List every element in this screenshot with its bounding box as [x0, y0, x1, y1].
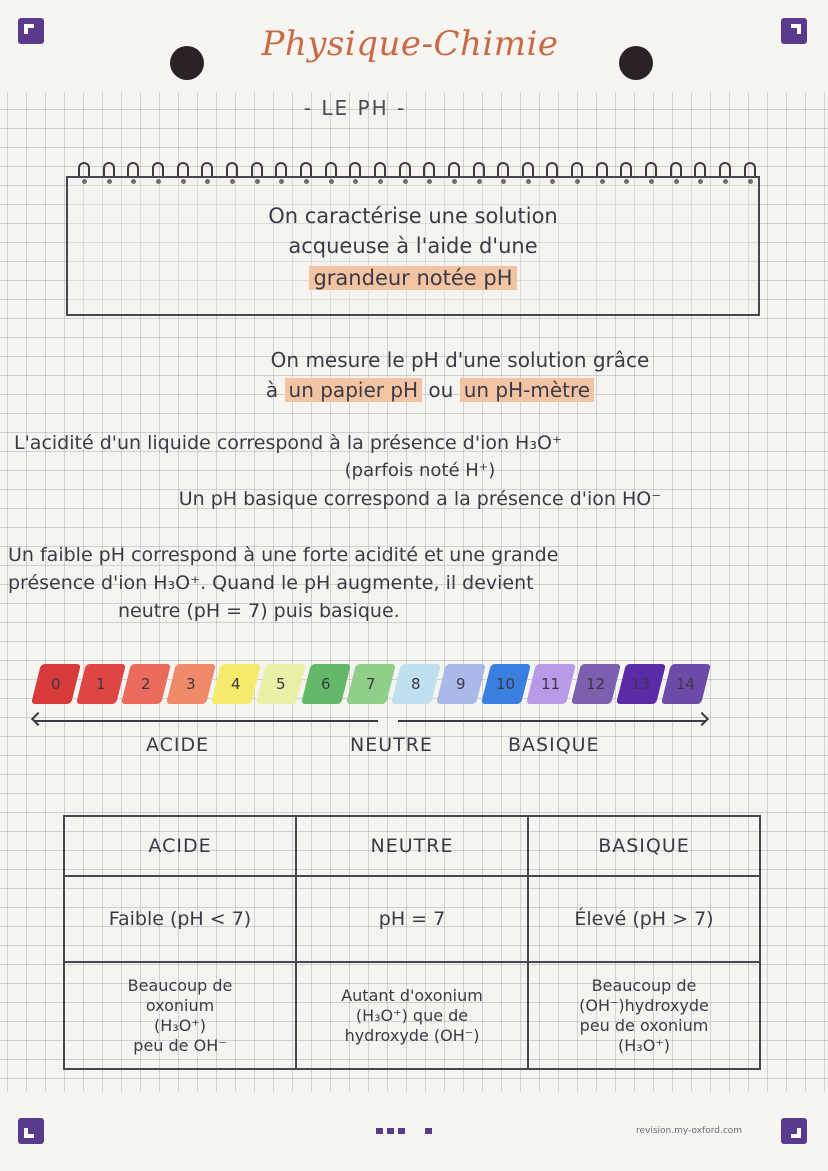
ph-comparison-table	[63, 815, 761, 1070]
ph-swatch-label: 9	[456, 675, 466, 693]
binder-hole-left	[170, 46, 204, 80]
acidity-line-2: (parfois noté H⁺)	[344, 460, 496, 481]
corner-mark-bottom-left-icon	[18, 1118, 44, 1144]
measure-connector: ou	[428, 378, 454, 402]
table-cell-neutral-ions	[296, 962, 528, 1069]
ph-swatch-label: 10	[496, 675, 516, 693]
ph-swatch-label: 6	[321, 675, 331, 693]
ph-swatch-label: 14	[676, 675, 696, 693]
paragraph-line-1: Un faible pH correspond à une forte acidité et une grande	[8, 544, 559, 566]
ph-swatch-0	[31, 664, 81, 704]
definition-highlight: grandeur notée pH	[309, 266, 516, 290]
neutral-ions-line-1: Autant d'oxonium	[341, 985, 483, 1005]
basic-ions-line-3: peu de oxonium	[579, 1015, 709, 1035]
ph-swatch-14	[661, 664, 711, 704]
ph-swatch-7	[346, 664, 396, 704]
ph-swatch-12	[571, 664, 621, 704]
definition-line-3	[68, 266, 758, 290]
ph-swatch-2	[121, 664, 171, 704]
ph-swatch-5	[256, 664, 306, 704]
binder-hole-right	[619, 46, 653, 80]
table-header-basic: BASIQUE	[528, 816, 760, 876]
ph-swatch-4	[211, 664, 261, 704]
ph-swatch-label: 5	[276, 675, 286, 693]
table-cell-neutral-level: pH = 7	[296, 876, 528, 962]
category-basic: BASIQUE	[508, 734, 600, 756]
basic-ions-line-1: Beaucoup de	[591, 975, 697, 995]
ph-swatch-6	[301, 664, 351, 704]
category-acid: ACIDE	[146, 734, 210, 756]
footer-url: revision.my-oxford.com	[636, 1126, 743, 1136]
corner-mark-bottom-right-icon	[781, 1118, 807, 1144]
corner-mark-top-right-icon	[781, 18, 807, 44]
ph-swatch-label: 7	[366, 675, 376, 693]
table-cell-acid-ions	[64, 962, 296, 1069]
measure-line-1: On mesure le pH d'une solution grâce	[270, 348, 650, 372]
ph-swatch-9	[436, 664, 486, 704]
acid-ions-line-1: Beaucoup de	[127, 975, 233, 995]
basic-ions-line-2: (OH⁻)hydroxyde	[579, 995, 709, 1015]
table-header-acid: ACIDE	[64, 816, 296, 876]
measure-line-2	[150, 378, 710, 402]
corner-mark-top-left-icon	[18, 18, 44, 44]
paragraph-line-3: neutre (pH = 7) puis basique.	[118, 600, 400, 622]
ph-swatch-8	[391, 664, 441, 704]
ph-swatch-label: 4	[231, 675, 241, 693]
measure-option-meter: un pH-mètre	[460, 378, 594, 402]
definition-line-1: On caractérise une solution	[268, 204, 558, 228]
ph-swatch-label: 12	[586, 675, 606, 693]
ph-color-scale	[30, 664, 710, 708]
ph-swatch-label: 3	[186, 675, 196, 693]
ph-swatch-label: 1	[96, 675, 106, 693]
table-header-neutral: NEUTRE	[296, 816, 528, 876]
page-title: Physique-Chimie	[261, 24, 559, 64]
acid-ions-line-3: (H₃O⁺)	[154, 1015, 206, 1035]
basic-ions-line-4: (H₃O⁺)	[618, 1035, 670, 1055]
ph-swatch-3	[166, 664, 216, 704]
acidity-line-1: L'acidité d'un liquide correspond à la présence d'ion H₃O⁺	[14, 432, 562, 454]
ph-swatch-label: 0	[51, 675, 61, 693]
measure-prefix: à	[265, 378, 279, 402]
neutral-ions-line-2: (H₃O⁺) que de	[355, 1005, 469, 1025]
table-cell-basic-ions	[528, 962, 760, 1069]
acid-ions-line-2: oxonium	[145, 995, 215, 1015]
acid-ions-line-4: peu de OH⁻	[133, 1035, 227, 1055]
footer-pagination-icon	[376, 1128, 432, 1134]
measure-option-paper: un papier pH	[285, 378, 423, 402]
neutral-ions-line-3: hydroxyde (OH⁻)	[344, 1025, 480, 1045]
ph-swatch-1	[76, 664, 126, 704]
page-subtitle: - LE PH -	[303, 96, 407, 120]
definition-line-2: acqueuse à l'aide d'une	[288, 234, 538, 258]
table-cell-basic-level: Élevé (pH > 7)	[528, 876, 760, 962]
acidity-line-3: Un pH basique correspond a la présence d'ion HO⁻	[178, 488, 662, 510]
paragraph-line-2: présence d'ion H₃O⁺. Quand le pH augmente, il devient	[8, 572, 534, 594]
ph-swatch-label: 11	[541, 675, 561, 693]
category-neutral: NEUTRE	[350, 734, 433, 756]
acid-range-arrow	[34, 720, 378, 722]
basic-range-arrow	[398, 720, 706, 722]
ph-swatch-label: 2	[141, 675, 151, 693]
definition-box	[66, 176, 760, 316]
ph-swatch-11	[526, 664, 576, 704]
ph-swatch-label: 8	[411, 675, 421, 693]
ph-swatch-label: 13	[631, 675, 651, 693]
ph-swatch-10	[481, 664, 531, 704]
ph-swatch-13	[616, 664, 666, 704]
table-cell-acid-level: Faible (pH < 7)	[64, 876, 296, 962]
